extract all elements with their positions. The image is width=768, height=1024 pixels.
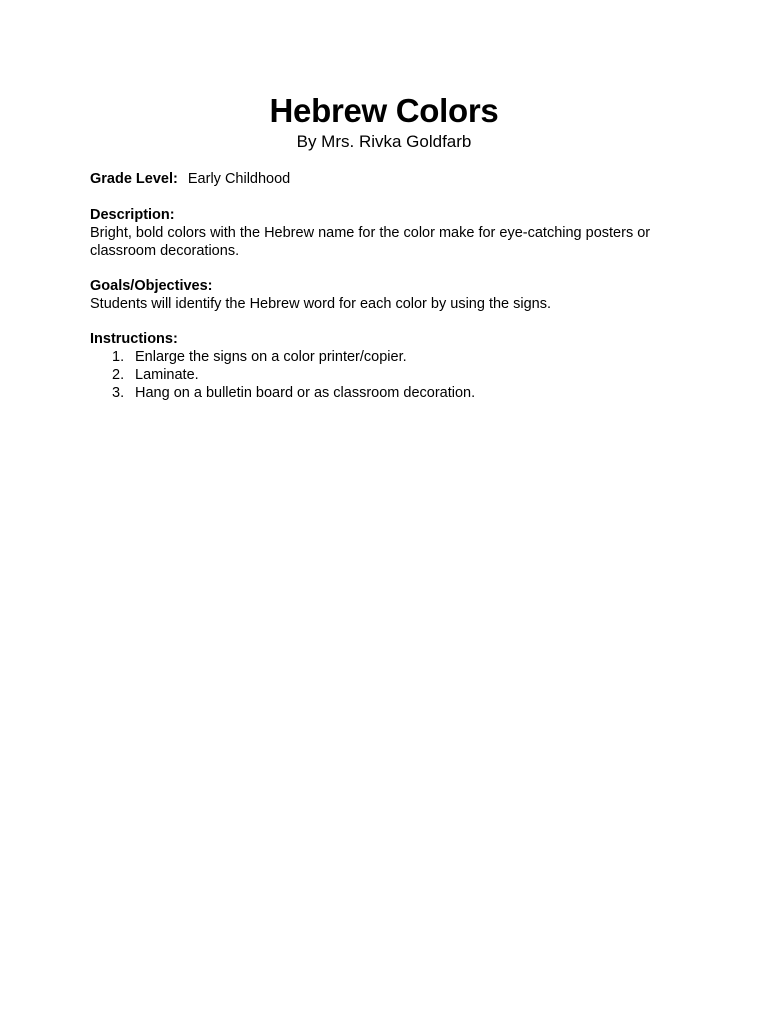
- instructions-label: Instructions:: [90, 331, 178, 347]
- list-item-text: Hang on a bulletin board or as classroom decoration.: [135, 385, 476, 401]
- instructions-list: [90, 348, 690, 402]
- list-item-text: Enlarge the signs on a color printer/copier.: [135, 349, 407, 365]
- description-text: Bright, bold colors with the Hebrew name for the color make for eye-catching posters or classroom decorations.: [90, 225, 651, 259]
- list-item: [90, 384, 690, 402]
- instructions-section: [90, 330, 690, 402]
- list-item-text: Laminate.: [135, 367, 199, 383]
- goals-label: Goals/Objectives:: [90, 278, 213, 294]
- description-section: [90, 206, 690, 260]
- document-author: By Mrs. Rivka Goldfarb: [296, 132, 472, 151]
- list-item: [90, 348, 690, 366]
- grade-level-label: Grade Level:: [90, 171, 178, 187]
- goals-section: [90, 277, 690, 313]
- list-item-number: 3.: [112, 385, 125, 401]
- goals-text: Students will identify the Hebrew word for each color by using the signs.: [90, 296, 552, 312]
- list-item-number: 1.: [112, 349, 125, 365]
- list-item-number: 2.: [112, 367, 125, 383]
- document-title: Hebrew Colors: [269, 92, 499, 129]
- grade-level-section: [90, 170, 690, 188]
- list-item: [90, 366, 690, 384]
- description-label: Description:: [90, 207, 175, 223]
- grade-level-value: Early Childhood: [187, 171, 291, 187]
